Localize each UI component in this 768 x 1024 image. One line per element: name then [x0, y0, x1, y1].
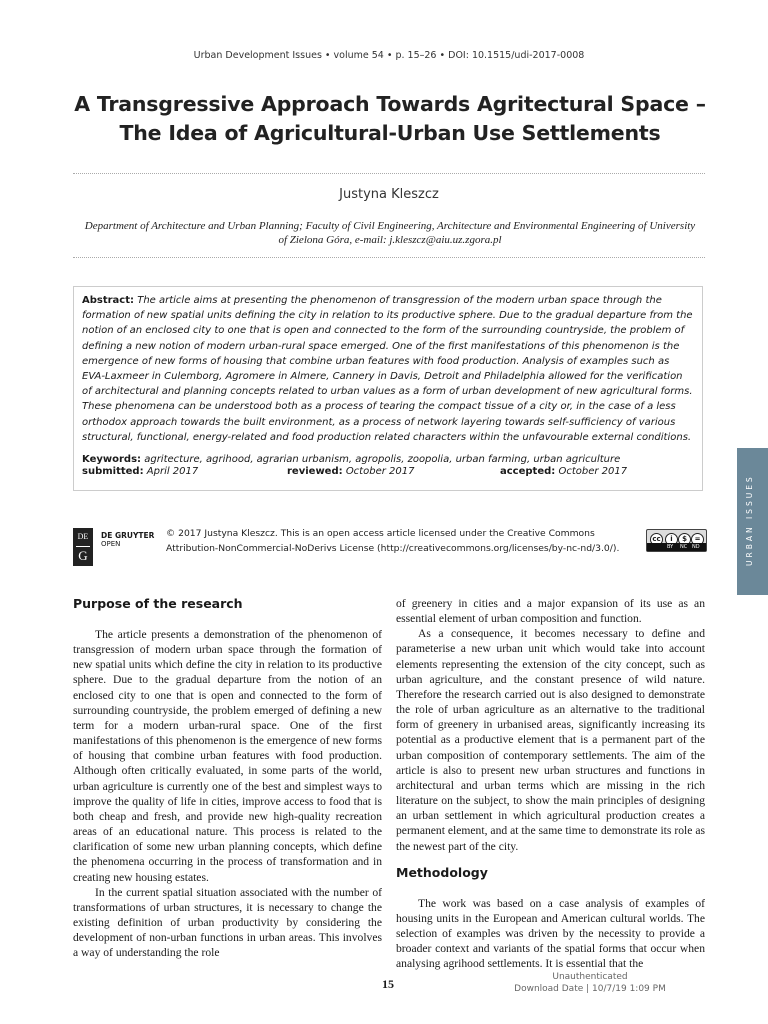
- abstract-text: The article aims at presenting the phenomenon of transgression of the modern urban space through the formation of new spatial units defining the city in relation to its productive sphere. Due to the gradual departure from the notion of an enclosed city to one that is open and connected to the form of the surrounding countryside, the problem of defining a new notion of modern urban-rural space emerged. One of the first manifestations of this phenomenon is the emergence of new forms of housing that combine urban features with food production. Analysis of examples such as EVA-Laxmeer in Culemborg, Agromere in Almere, Cannery in Davis, Detroit and Philadelphia allowed for the verification of architectural and planning concepts related to urban values as a form of urban development of new agricultural forms. These phenomena can be understood both as a process of tearing the compact tissue of a city or, in the case of a less orthodox approach towards the built environment, as a process of network layering towards self-sufficiency of various structural, functional, energy-related and food production related characters within the unfavourable external conditions.: [82, 295, 693, 443]
- publisher-name: DE GRUYTER: [101, 531, 155, 540]
- reviewed-date: reviewed: October 2017: [287, 466, 415, 477]
- license-text: © 2017 Justyna Kleszcz. This is an open access article licensed under the Creative Commons Attribution-NonCommercial-NoDerivs License (http://creativecommons.org/licenses/by-nc-nd/3.0/).: [166, 528, 620, 554]
- download-watermark: Unauthenticated Download Date | 10/7/19 1:09 PM: [514, 972, 666, 994]
- section-heading-methodology: Methodology: [396, 864, 488, 880]
- keywords-text: agritecture, agrihood, agrarian urbanism, agropolis, zoopolia, urban farming, urban agriculture: [144, 454, 621, 466]
- submitted-date: submitted: April 2017: [82, 466, 199, 477]
- de-gruyter-logo-icon: DE G: [73, 528, 93, 566]
- paragraph: of greenery in cities and a major expansion of its use as an essential element of urban composition and function.: [396, 597, 705, 626]
- cc-by-nc-nd-icon[interactable]: cc i $ = BY NC ND: [646, 529, 707, 552]
- publisher-license-block: [73, 526, 705, 568]
- accepted-date: accepted: October 2017: [500, 466, 628, 477]
- divider: [73, 257, 705, 258]
- section-heading-purpose: Purpose of the research: [73, 596, 243, 611]
- author-name: Justyna Kleszcz: [339, 187, 439, 202]
- abstract: [82, 293, 694, 445]
- paragraph: The work was based on a case analysis of examples of housing units in the European and American cultural worlds. The selection of examples was driven by the necessity to provide a broader context and variants of the spatial forms that occur when analysing agrihood settlements. It is essential that the: [396, 896, 705, 971]
- author-affiliation: Department of Architecture and Urban Planning; Faculty of Civil Engineering, Architecture and Environmental Engineering of University of Zielona Góra, e-mail: j.kleszcz@aiu.uz.zgora.pl: [84, 220, 696, 246]
- abstract-box: [73, 286, 703, 491]
- divider: [73, 173, 705, 174]
- side-tab-label: URBAN ISSUES: [745, 474, 754, 566]
- article-title: A Transgressive Approach Towards Agritectural Space – The Idea of Agricultural-Urban Use Settlements: [74, 92, 706, 145]
- abstract-label: Abstract:: [82, 295, 135, 306]
- paragraph: The article presents a demonstration of the phenomenon of transgression of modern urban space through the formation of new spatial units which define the city in relation to its productive sphere. Due to the gradual departure from the notion of an enclosed city to one that is open and connected to the form of surrounding countryside, the problem emerged of defining a new term for a modern urban-rural space. One of the first manifestations of this phenomenon is the emergence of new forms of housing that combine urban features with food production. Although often critically evaluated, in some parts of the world, urban agriculture is currently one of the best and simplest ways to improve the quality of life in cities, improve access to food that is both cheap and fresh, and provide new high-quality recreation areas of an educational nature. This process is related to the clarification of some new urban planning concepts, which define the phenomena occurring in the process of transformation and in creating new housing estates.: [73, 628, 382, 884]
- body-column-right: [396, 596, 705, 971]
- journal-info: Urban Development Issues • volume 54 • p. 15–26 • DOI: 10.1515/udi-2017-0008: [193, 50, 585, 61]
- page-number: 15: [382, 977, 394, 991]
- publisher-open: OPEN: [101, 540, 121, 548]
- paragraph: In the current spatial situation associated with the number of transformations of urban structures, it is necessary to change the existing definition of urban productivity by considering the development of non-urban functions in urban areas. This involves a way of understanding the role: [73, 885, 382, 960]
- paragraph: As a consequence, it becomes necessary to define and parameterise a new urban unit which would take into account elements representing the extension of the city concept, such as urban agriculture, and the constant presence of wild nature. Therefore the research carried out is also designed to demonstrate the role of urban agriculture as an alternative to the traditional form of greenery in urbanised areas, significantly increasing its potential as a productive element that is a permanent part of the urban composition of contemporary settlements. The aim of the article is also to present new urban structures and functions in architectural and urban terms which are missing in the rich literature on the subject, to show the main principles of designing an urban settlement in which agricultural production creates a permanent element, and at the same time to demonstrate its role as the newest part of the city.: [396, 627, 705, 853]
- body-column-left: [73, 596, 382, 960]
- keywords-label: Keywords:: [82, 454, 142, 466]
